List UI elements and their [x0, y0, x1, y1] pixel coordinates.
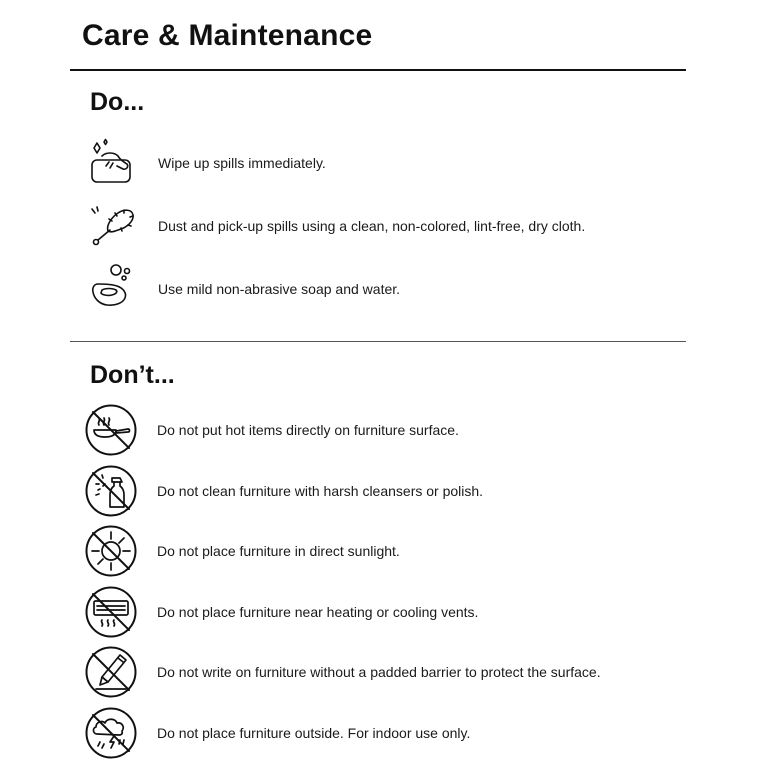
no-outdoor-weather-icon [84, 706, 138, 760]
wipe-sponge-icon [84, 136, 138, 190]
title-divider [70, 69, 686, 71]
do-item-dust [84, 199, 684, 253]
dont-item-text: Do not write on furniture without a padded barrier to protect the surface. [157, 664, 601, 680]
page-title: Care & Maintenance [82, 19, 373, 52]
dont-item-text: Do not clean furniture with harsh cleansers or polish. [157, 483, 484, 499]
dont-item-text: Do not place furniture near heating or cooling vents. [157, 604, 479, 620]
do-item-text: Dust and pick-up spills using a clean, non-colored, lint-free, dry cloth. [158, 218, 586, 234]
section-divider [70, 341, 686, 342]
no-heating-vent-icon [84, 585, 138, 639]
do-item-text: Wipe up spills immediately. [158, 155, 326, 171]
dont-heading: Don’t... [90, 361, 175, 389]
dont-item-text: Do not place furniture outside. For indoor use only. [157, 725, 471, 741]
do-heading: Do... [90, 88, 145, 116]
dont-item-harsh-cleansers [84, 464, 684, 518]
soap-bubbles-icon [84, 262, 138, 316]
no-spray-cleanser-icon [84, 464, 138, 518]
dont-item-text: Do not place furniture in direct sunlight. [157, 543, 400, 559]
dont-item-text: Do not put hot items directly on furniture surface. [157, 422, 459, 438]
no-hot-pan-icon [84, 403, 138, 457]
dont-item-vents [84, 585, 684, 639]
no-sunlight-icon [84, 524, 138, 578]
dont-item-hot-items [84, 403, 684, 457]
dont-item-sunlight [84, 524, 684, 578]
no-writing-pen-icon [84, 645, 138, 699]
duster-icon [84, 199, 138, 253]
dont-item-outside [84, 706, 684, 760]
do-item-text: Use mild non-abrasive soap and water. [158, 281, 401, 297]
do-item-wipe-spills [84, 136, 684, 190]
dont-item-writing [84, 645, 684, 699]
do-item-soap [84, 262, 684, 316]
